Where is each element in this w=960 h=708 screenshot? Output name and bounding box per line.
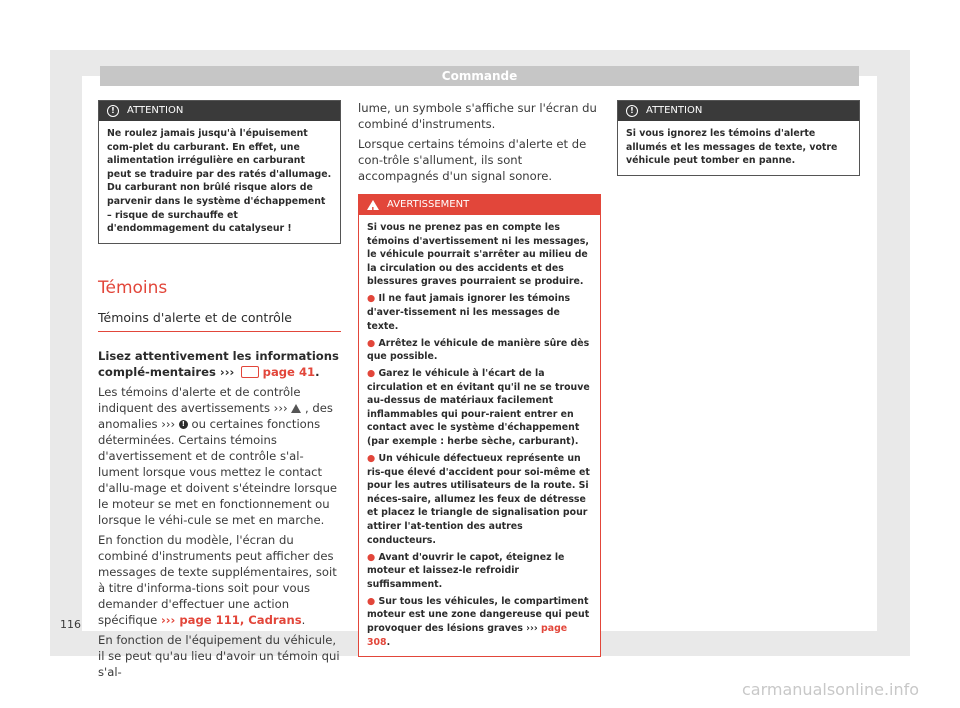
attention-box xyxy=(98,100,341,244)
column-left xyxy=(98,100,341,684)
warning-bullet-text: Arrêtez le véhicule de manière sûre dès que possible. xyxy=(367,337,590,363)
info-icon: ! xyxy=(179,420,188,429)
column-right xyxy=(617,100,860,176)
attention-label-right: ATTENTION xyxy=(646,105,703,116)
column-middle xyxy=(358,100,601,657)
attention-box-right xyxy=(617,100,860,176)
warning-label: AVERTISSEMENT xyxy=(387,199,470,210)
paragraph-5: Lorsque certains témoins d'alerte et de con-trôle s'allument, ils sont accompagnés d'un signal sonore. xyxy=(358,137,587,183)
warning-triangle-icon xyxy=(291,404,301,413)
warning-bullet: ● Un véhicule défectueux représente un ris-que élevé d'accident pour soi-même et pour les autres utilisateurs de la route. Si néces-saire, allumez les feux de détresse et placez le triangle de signalisation pour attirer l'at-tention des autres conducteurs. xyxy=(367,453,590,546)
engine-page-link[interactable]: page 308 xyxy=(367,622,568,648)
attention-label: ATTENTION xyxy=(127,105,184,116)
cadrans-page-link[interactable]: ››› page 111, Cadrans xyxy=(160,612,302,627)
paragraph-1 xyxy=(98,384,341,528)
attention-text-right: Si vous ignorez les témoins d'alerte allumés et les messages de texte, votre véhicule peut tomber en panne. xyxy=(626,128,838,167)
warning-bullet-text: Un véhicule défectueux représente un ris-que élevé d'accident pour soi-même et pour les autres utilisateurs de la route. Si néces-saire, allumez les feux de détresse et placez le triangle de signalisation pour attirer l'at-tention des autres conducteurs. xyxy=(367,453,590,546)
warning-intro: Si vous ne prenez pas en compte les témoins d'avertissement ni les messages, le véhicule pourrait s'arrêter au milieu de la circulation ou des accidents et des blessures graves pourraient se produire. xyxy=(367,222,589,288)
warning-box xyxy=(358,194,601,657)
section-title: Témoins xyxy=(98,277,168,298)
warning-bullet: ● Arrêtez le véhicule de manière sûre dès que possible. xyxy=(367,337,590,363)
warning-bullet-text: Avant d'ouvrir le capot, éteignez le moteur et laissez-le refroidir suffisamment. xyxy=(367,551,565,590)
para1-text-b: , des anomalies ››› xyxy=(98,400,333,431)
para2-text-b: . xyxy=(301,612,306,627)
paragraph-3: En fonction de l'équipement du véhicule, il se peut qu'au lieu d'avoir un témoin qui s'al- xyxy=(98,632,340,679)
paragraph-4: lume, un symbole s'affiche sur l'écran du combiné d'instruments. xyxy=(358,101,597,131)
section-subtitle: Témoins d'alerte et de contrôle xyxy=(98,310,341,332)
intro-text: Lisez attentivement les informations complé-mentaires ››› xyxy=(98,348,339,379)
warning-bullet: ● Garez le véhicule à l'écart de la circulation et en évitant qu'il ne se trouve au-dessus de matériaux facilement inflammables qui pour-raient entrer en contact avec le système d'échappement (par exemple : herbe sèche, carburant). xyxy=(367,368,590,448)
attention-header-right xyxy=(618,101,859,121)
warning-bullet: ● Il ne faut jamais ignorer les témoins d'aver-tissement ni les messages de texte. xyxy=(367,293,571,332)
para2-text-a: En fonction du modèle, l'écran du combiné d'instruments peut afficher des messages de texte supplémentaires, soit à titre d'informa-tions soit pour vous demander d'effectuer une action spécifique xyxy=(98,532,337,627)
intro-paragraph: Lisez attentivement les informations complé-mentaires ››› page 41. xyxy=(98,348,339,379)
attention-text: Ne roulez jamais jusqu'à l'épuisement com-plet du carburant. En effet, une alimentation irrégulière en carburant peut se traduire par des ratés d'allumage. Du carburant non brûlé risque alors de parvenir dans le système d'échappement – risque de surchauffe et d'endommagement du catalyseur ! xyxy=(107,128,332,235)
warning-bullet-text: Garez le véhicule à l'écart de la circulation et en évitant qu'il ne se trouve au-dessus de matériaux facilement inflammables qui pour-raient entrer en contact avec le système d'échappement (par exemple : herbe sèche, carburant). xyxy=(367,368,590,448)
warning-triangle-icon xyxy=(367,200,379,210)
warning-bullet: ● Avant d'ouvrir le capot, éteignez le moteur et laissez-le refroidir suffisamment. xyxy=(367,551,565,590)
book-icon xyxy=(241,366,259,378)
warning-bullet-text: Il ne faut jamais ignorer les témoins d'aver-tissement ni les messages de texte. xyxy=(367,293,571,332)
paragraph-2 xyxy=(98,532,341,628)
warning-bullet: ● Sur tous les véhicules, le compartiment moteur est une zone dangereuse qui peut provoquer des lésions graves ››› page 308. xyxy=(367,595,590,648)
info-circle-icon: ! xyxy=(626,105,638,117)
page-header: Commande xyxy=(100,66,859,86)
page-number: 116 xyxy=(60,618,81,631)
para1-text-c: ou certaines fonctions déterminées. Certains témoins d'avertissement et de contrôle s'al-lument lorsque vous mettez le contact d'allu-mage et doivent s'éteindre lorsque le moteur se met en fonctionnement ou lorsque le véhi-cule se met en marche. xyxy=(98,416,338,527)
para1-text-a: Les témoins d'alerte et de contrôle indiquent des avertissements ››› xyxy=(98,384,301,415)
info-circle-icon: ! xyxy=(107,105,119,117)
warning-last-end: . xyxy=(386,636,391,648)
watermark: carmanualsonline.info xyxy=(742,680,920,699)
warning-body xyxy=(359,215,600,656)
intro-page-link[interactable]: page 41 xyxy=(262,364,316,379)
attention-header xyxy=(99,101,340,121)
warning-header xyxy=(359,195,600,215)
warning-bullet-text: Sur tous les véhicules, le compartiment moteur est une zone dangereuse qui peut provoquer des lésions graves ››› xyxy=(367,595,590,634)
